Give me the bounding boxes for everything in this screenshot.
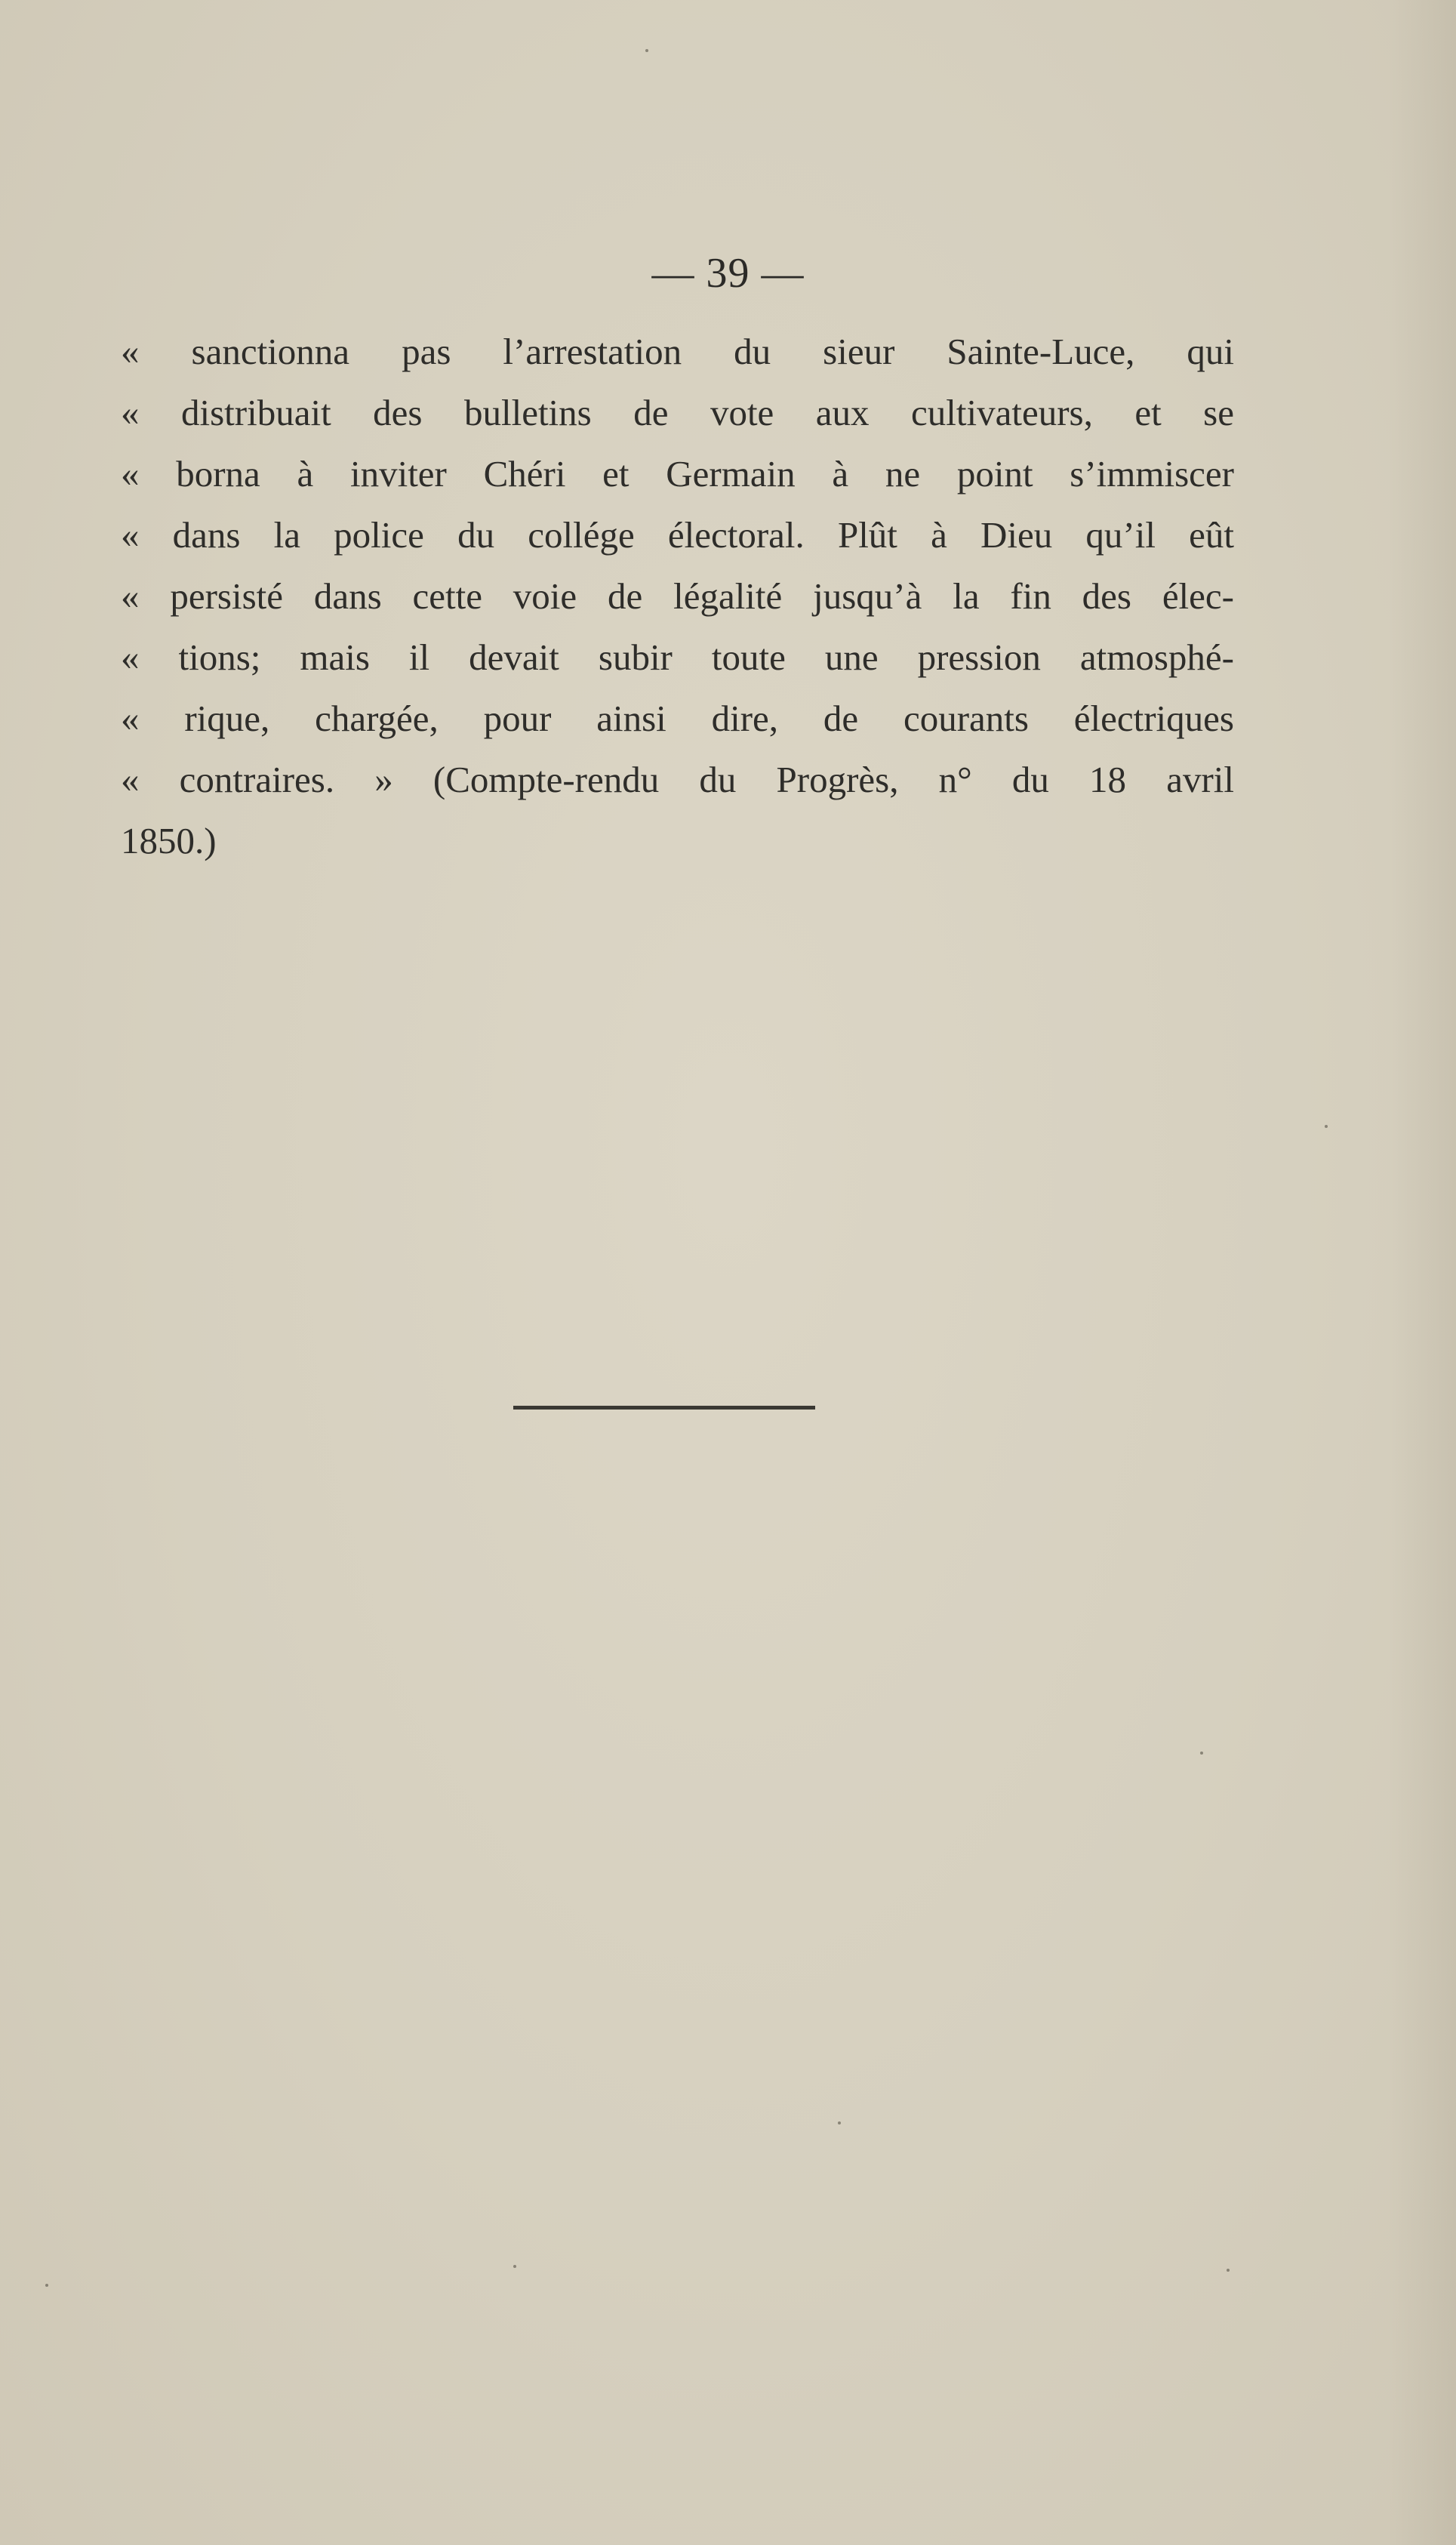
text-line: « contraires. » (Compte-rendu du Progrès, n° du 18 avril	[121, 759, 1234, 800]
text-line: « tions; mais il devait subir toute une pression atmosphé-	[121, 636, 1234, 678]
paper-speck	[1325, 1125, 1328, 1128]
section-divider-rule	[513, 1406, 815, 1410]
paper-speck	[45, 2284, 48, 2287]
text-line: « distribuait des bulletins de vote aux cultivateurs, et se	[121, 392, 1234, 433]
body-text	[121, 321, 1234, 871]
paper-speck	[838, 2121, 841, 2124]
text-line: « borna à inviter Chéri et Germain à ne point s’immiscer	[121, 453, 1234, 495]
text-line: « dans la police du collége électoral. Plût à Dieu qu’il eût	[121, 514, 1234, 556]
text-line: « persisté dans cette voie de légalité jusqu’à la fin des élec-	[121, 575, 1234, 617]
paper-speck	[645, 49, 648, 52]
paper-speck	[1227, 2269, 1230, 2272]
paper-speck	[513, 2265, 516, 2268]
text-line: 1850.)	[121, 820, 217, 861]
text-line: « sanctionna pas l’arrestation du sieur Sainte-Luce, qui	[121, 331, 1234, 372]
page-number: — 39 —	[651, 250, 805, 297]
text-line: « rique, chargée, pour ainsi dire, de courants électriques	[121, 698, 1234, 739]
paper-speck	[1200, 1752, 1203, 1755]
page-edge-shadow	[1388, 0, 1456, 2545]
